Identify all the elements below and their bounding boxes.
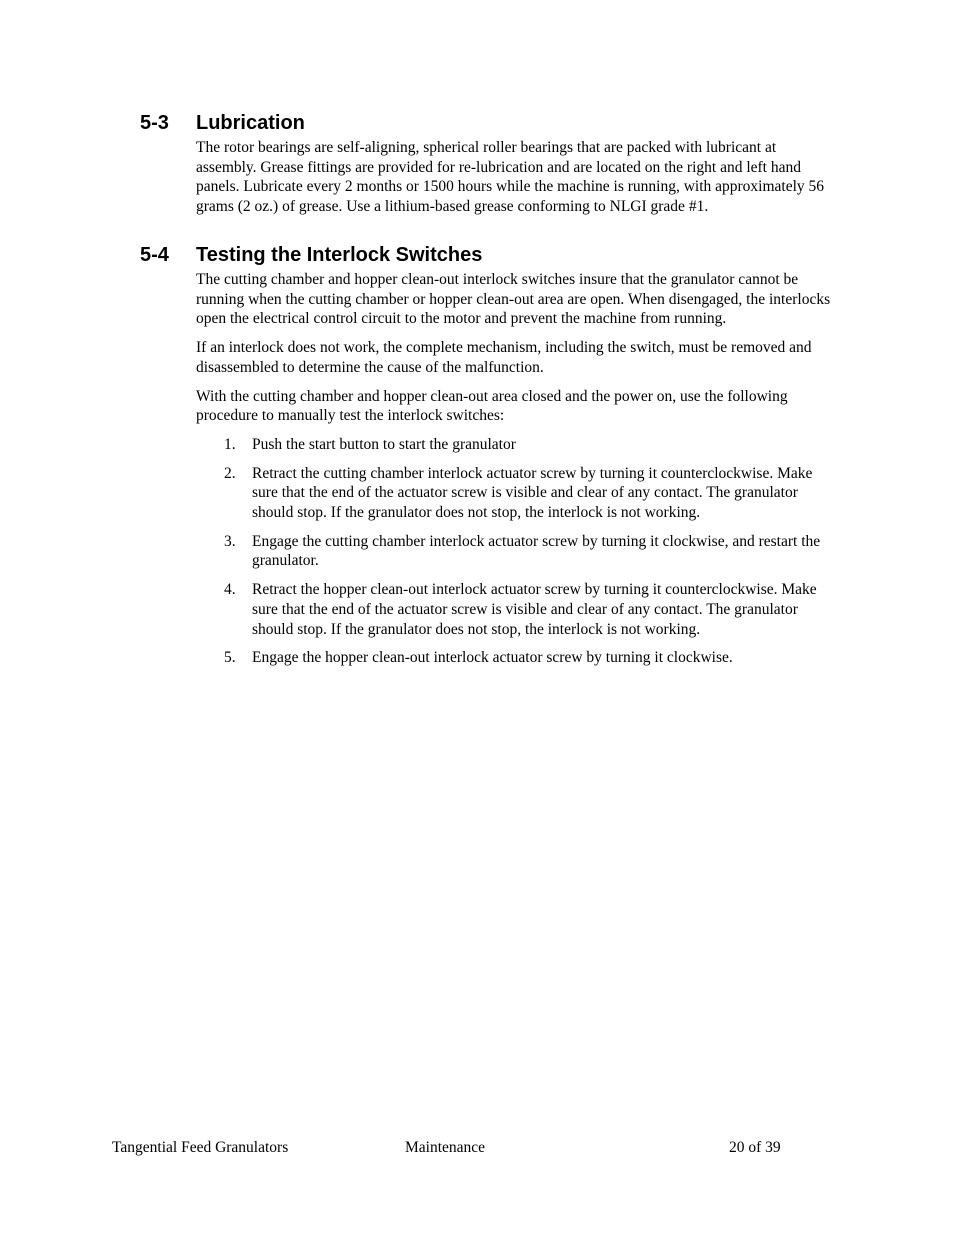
step-number: 1. (224, 435, 236, 453)
step-text: Retract the hopper clean-out interlock actuator screw by turning it counterclockwise. Make sure that the end of the actuator screw is visible and clear of any contact. The granulator should stop. If the granulator does not stop, the interlock is not working. (252, 581, 817, 638)
paragraph: The rotor bearings are self-aligning, spherical roller bearings that are packed with lubricant at assembly. Grease fittings are provided for re-lubrication and are located on the right and left hand panels. Lubricate every 2 months or 1500 hours while the machine is running, with approximately 56 grams (2 oz.) of grease. Use a lithium-based grease conforming to NLGI grade #1. (196, 139, 825, 216)
list-item (196, 435, 832, 455)
step-number: 5. (224, 649, 236, 667)
paragraph: If an interlock does not work, the complete mechanism, including the switch, must be removed and disassembled to determine the cause of the malfunction. (196, 339, 812, 376)
list-item (196, 648, 832, 668)
step-number: 2. (224, 464, 236, 482)
list-item (196, 532, 832, 571)
paragraph: With the cutting chamber and hopper clean-out area closed and the power on, use the following procedure to manually test the interlock switches: (196, 387, 788, 425)
procedure-list (196, 435, 832, 668)
section-heading (140, 244, 840, 270)
section-heading (140, 112, 840, 138)
footer-page-number: 20 of 39 (729, 1139, 781, 1156)
list-item (196, 580, 832, 639)
footer-chapter: Maintenance (405, 1139, 486, 1156)
paragraph: The cutting chamber and hopper clean-out interlock switches insure that the granulator cannot be running when the cutting chamber or hopper clean-out area are open. When disengaged, the interlocks open the electrical control circuit to the motor and prevent the machine from running. (196, 271, 831, 328)
step-number: 4. (224, 581, 236, 599)
step-text: Retract the cutting chamber interlock actuator screw by turning it counterclockwise. Make sure that the end of the actuator screw is visible and clear of any contact. The granulator should stop. If the granulator does not stop, the interlock is not working. (252, 464, 813, 522)
section-lubrication (140, 112, 840, 226)
section-title: Lubrication (196, 112, 305, 134)
step-text: Engage the hopper clean-out interlock actuator screw by turning it clockwise. (252, 649, 733, 667)
page-footer (112, 1139, 812, 1159)
section-interlock-testing (140, 244, 840, 677)
section-title: Testing the Interlock Switches (196, 244, 483, 266)
step-text: Engage the cutting chamber interlock actuator screw by turning it clockwise, and restart the granulator. (252, 532, 821, 570)
section-body (196, 270, 832, 668)
step-number: 3. (224, 532, 236, 550)
section-number: 5-3 (140, 112, 169, 134)
footer-document-title: Tangential Feed Granulators (112, 1139, 289, 1156)
step-text: Push the start button to start the granulator (252, 435, 516, 453)
section-number: 5-4 (140, 244, 169, 266)
section-body (196, 138, 832, 217)
list-item (196, 464, 832, 523)
